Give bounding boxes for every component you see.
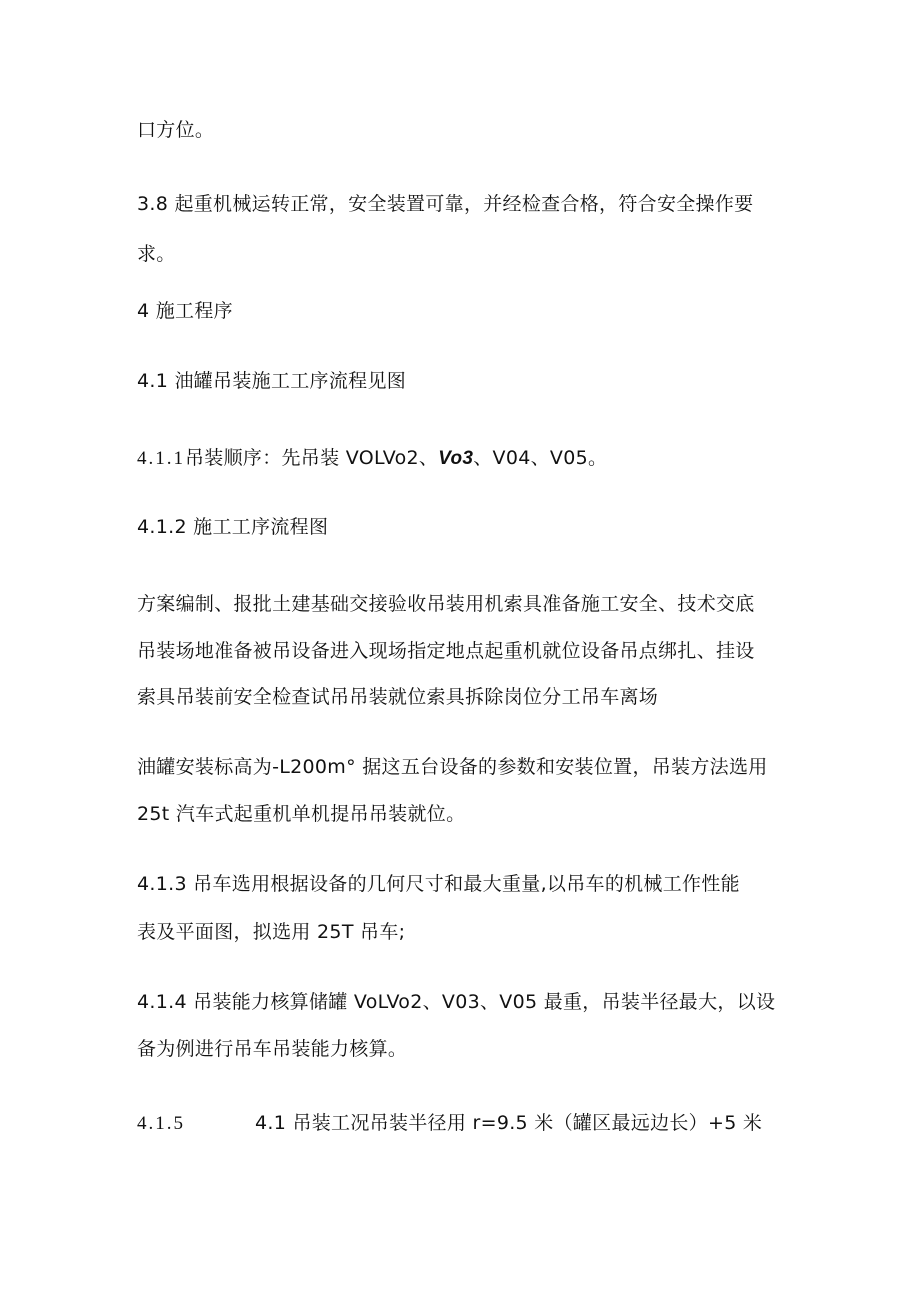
paragraph-4-1-2: 4.1.2 施工工序流程图 [137, 516, 329, 538]
flow-text-line-1: 方案编制、报批土建基础交接验收吊装用机索具准备施工安全、技术交底 [137, 593, 755, 615]
clause-number: 4.1.5 [137, 1113, 185, 1134]
paragraph-4-1-3-line-1: 4.1.3 吊车选用根据设备的几何尺寸和最大重量,以吊车的机械工作性能 [137, 873, 740, 895]
paragraph-4-1-1 [137, 444, 607, 473]
clause-number: 4.1.1 [137, 448, 185, 469]
paragraph-elevation-line-1: 油罐安装标高为-L200m° 据这五台设备的参数和安装位置，吊装方法选用 [137, 756, 768, 778]
hoisting-order-tail: 、V04、V05。 [473, 447, 608, 469]
paragraph-4-1-5 [137, 1109, 762, 1138]
paragraph-4-1-4-line-1: 4.1.4 吊装能力核算储罐 VoLVo2、V03、V05 最重，吊装半径最大，以设 [137, 991, 776, 1013]
paragraph-4-1-4-line-2: 备为例进行吊车吊装能力核算。 [137, 1038, 408, 1060]
tank-vo3-label: Vo3 [438, 448, 474, 469]
flow-text-line-3: 索具吊装前安全检查试吊吊装就位索具拆除岗位分工吊车离场 [137, 686, 659, 708]
paragraph-3-8-line-2: 求。 [137, 243, 176, 265]
flow-text-line-2: 吊装场地准备被吊设备进入现场指定地点起重机就位设备吊点绑扎、挂设 [137, 640, 755, 662]
section-heading-4: 4 施工程序 [137, 300, 233, 322]
paragraph-4-1-3-line-2: 表及平面图，拟选用 25T 吊车; [137, 921, 406, 943]
hoisting-radius-text: 4.1 吊装工况吊装半径用 r=9.5 米（罐区最远边长）+5 米 [255, 1112, 763, 1134]
paragraph-elevation-line-2: 25t 汽车式起重机单机提吊吊装就位。 [137, 803, 466, 825]
paragraph-3-8-line-1: 3.8 起重机械运转正常，安全装置可靠，并经检查合格，符合安全操作要 [137, 193, 754, 215]
paragraph-direction-end: 口方位。 [137, 119, 215, 141]
hoisting-order-text: 吊装顺序：先吊装 VOLVo2、 [185, 447, 439, 469]
paragraph-4-1: 4.1 油罐吊装施工工序流程见图 [137, 370, 407, 392]
